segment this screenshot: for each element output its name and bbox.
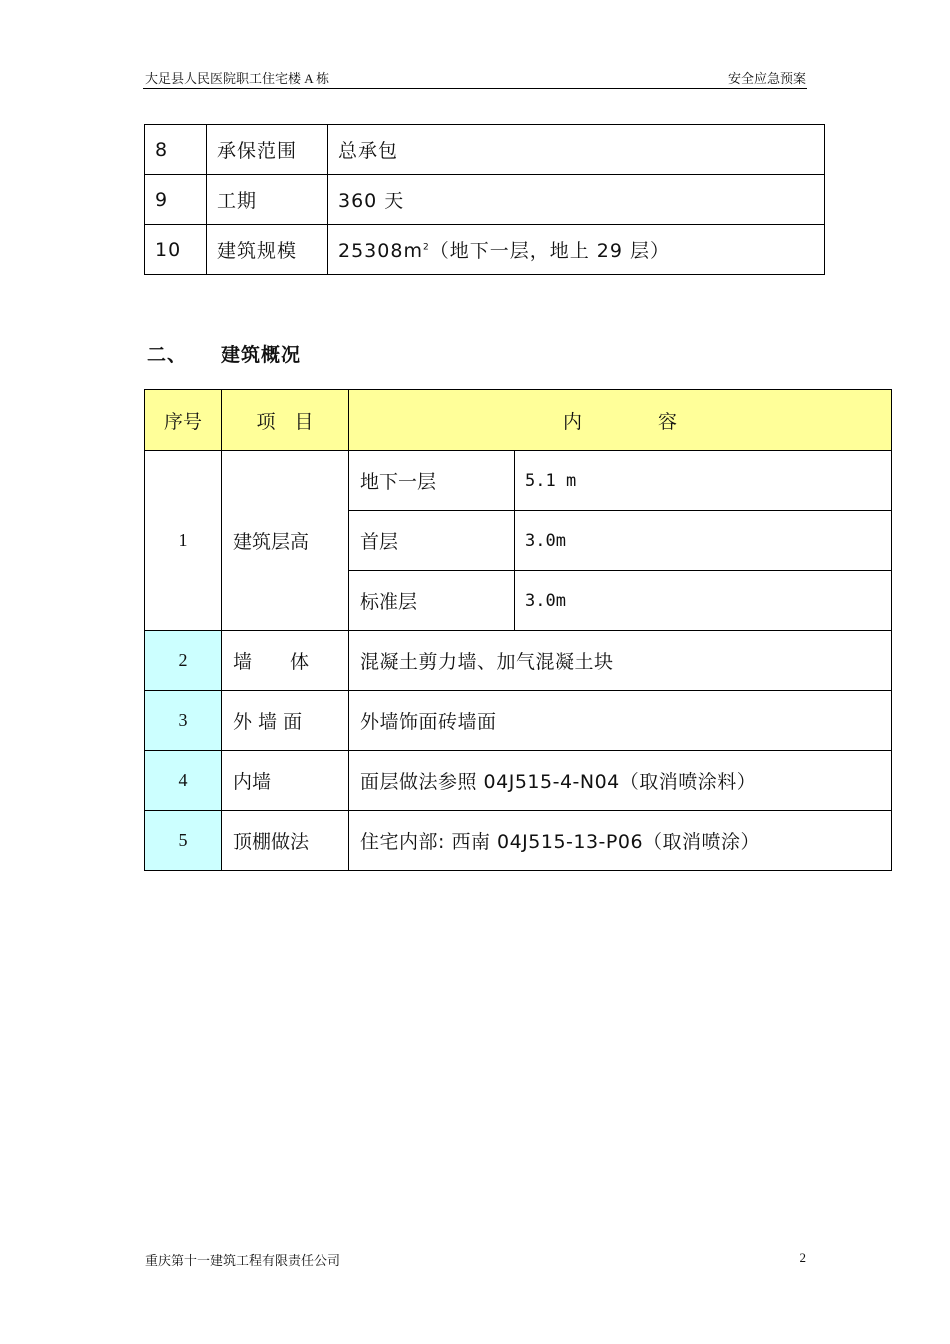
table-header-row: [145, 390, 892, 451]
area-note: （地下一层，地上 29 层）: [429, 240, 670, 262]
area-value: 25308m: [338, 240, 423, 262]
table-row: [145, 451, 892, 511]
header-item: 项 目: [222, 390, 349, 451]
row-item: 建筑层高: [222, 451, 349, 631]
row-seq: 2: [145, 631, 222, 691]
table-row: [145, 631, 892, 691]
header-rule: [143, 88, 807, 89]
table-row: [145, 751, 892, 811]
sub-label: 首层: [349, 511, 515, 571]
sub-value: 3.0m: [515, 511, 892, 571]
row-seq: 4: [145, 751, 222, 811]
row-item: 外 墙 面: [222, 691, 349, 751]
header-content: 内 容: [349, 390, 892, 451]
row-content: 住宅内部: 西南 04J515-13-P06（取消喷涂）: [349, 811, 892, 871]
row-seq: 3: [145, 691, 222, 751]
table-row: [145, 125, 825, 175]
row-content: 混凝土剪力墙、加气混凝土块: [349, 631, 892, 691]
row-item: 墙 体: [222, 631, 349, 691]
header-project-title: 大足县人民医院职工住宅楼 A 栋: [145, 71, 330, 86]
row-label: 工期: [207, 175, 328, 225]
sub-value: 3.0m: [515, 571, 892, 631]
row-content: 外墙饰面砖墙面: [349, 691, 892, 751]
row-label: 建筑规模: [207, 225, 328, 275]
header-document-title: 安全应急预案: [727, 72, 806, 87]
row-content: 面层做法参照 04J515-4-N04（取消喷涂料）: [349, 751, 892, 811]
row-seq: 5: [145, 811, 222, 871]
building-overview-table: [144, 389, 892, 871]
section-number: 二、: [147, 344, 188, 366]
row-number: 8: [145, 125, 207, 175]
section-title: 建筑概况: [221, 344, 302, 366]
row-number: 10: [145, 225, 207, 275]
row-seq: 1: [145, 451, 222, 631]
row-value: [328, 225, 825, 275]
row-value: 360 天: [328, 175, 825, 225]
header-seq: 序号: [145, 390, 222, 451]
table-row: [145, 691, 892, 751]
table-row: [145, 175, 825, 225]
table-row: [145, 811, 892, 871]
row-item: 顶棚做法: [222, 811, 349, 871]
sub-label: 标准层: [349, 571, 515, 631]
page-number: 2: [799, 1250, 806, 1265]
sub-value: 5.1 m: [515, 451, 892, 511]
row-value: 总承包: [328, 125, 825, 175]
section-heading: [147, 340, 301, 367]
row-item: 内墙: [222, 751, 349, 811]
area-unit-superscript: 2: [422, 242, 430, 253]
footer-company: 重庆第十一建筑工程有限责任公司: [145, 1254, 341, 1269]
row-number: 9: [145, 175, 207, 225]
row-label: 承保范围: [207, 125, 328, 175]
project-info-table: [144, 124, 825, 275]
sub-label: 地下一层: [349, 451, 515, 511]
table-row: [145, 225, 825, 275]
